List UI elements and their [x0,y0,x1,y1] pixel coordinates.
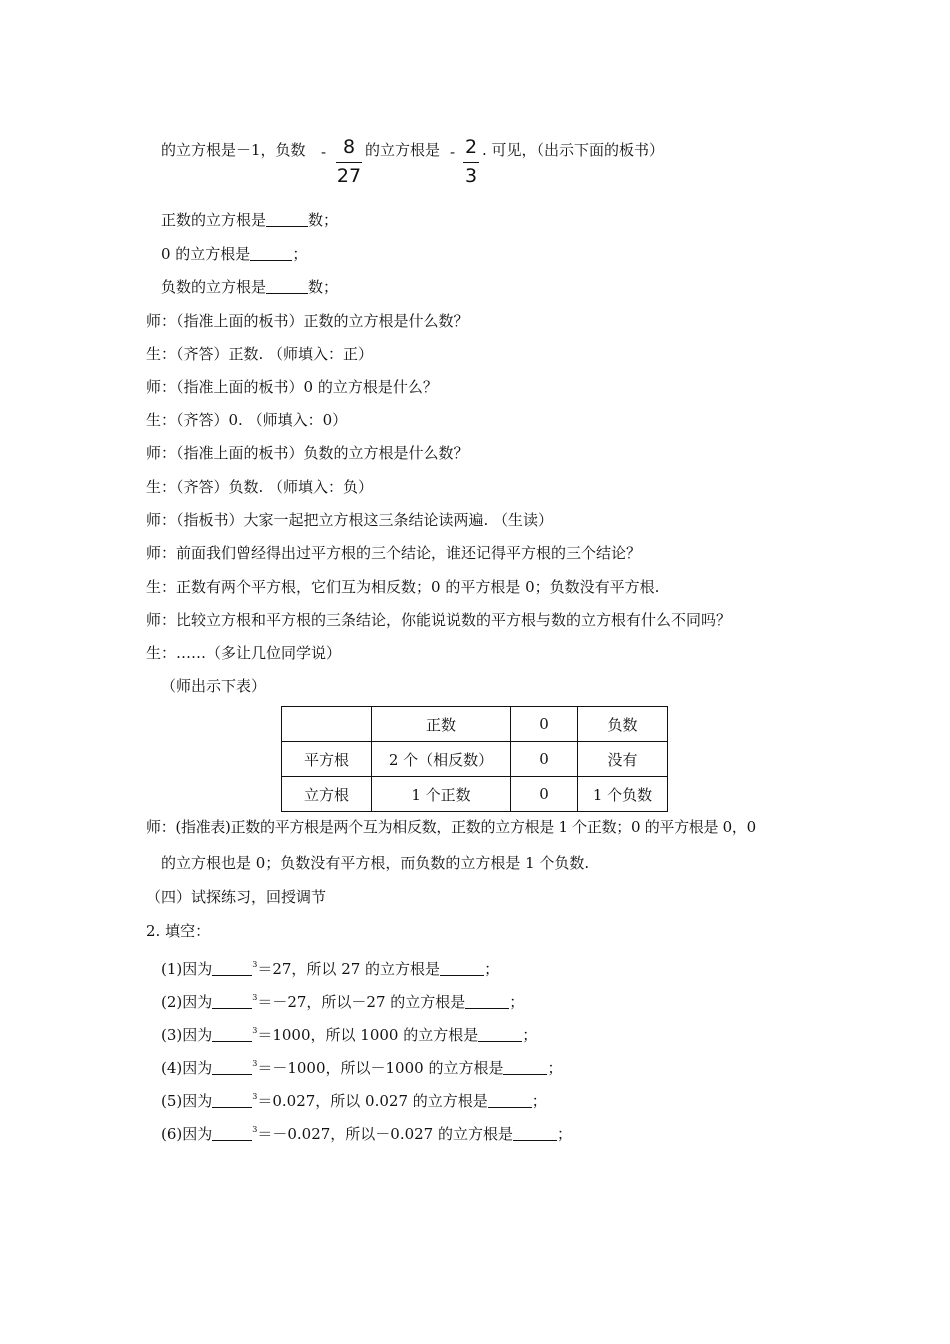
dialogue-line: 师：（指准上面的板书）正数的立方根是什么数？ [146,312,469,330]
exercise-end: ； [484,960,500,978]
exercise-text: ＝－1000，所以－1000 的立方根是 [257,1059,504,1077]
intro-text-b: 的立方根是 [365,141,441,159]
board-prefix: 负数的立方根是 [161,278,267,296]
dialogue-line: 生：（齐答）正数. （师填入：正） [146,345,374,363]
dialogue-line: 生：……（多让几位同学说） [146,644,342,662]
board-line [161,277,338,297]
board-suffix: 数； [308,211,339,229]
table-cell: 0 [511,777,578,812]
exercise-text: ＝27，所以 27 的立方根是 [257,960,441,978]
exercise-label: (2)因为 [161,993,213,1011]
fraction-bar [336,162,362,163]
exercise-item [161,955,499,979]
exercise-end: ； [531,1092,547,1110]
exercise-end: ； [547,1059,563,1077]
exercise-label: (3)因为 [161,1026,213,1044]
cube-exponent: 3 [252,1092,258,1101]
fraction-numerator: 8 [342,136,356,158]
exercise-label: (1)因为 [161,960,213,978]
fill-blank[interactable] [478,1027,522,1042]
table-cell: 0 [511,742,578,777]
board-suffix: 数； [308,278,339,296]
fill-blank[interactable] [212,1027,252,1042]
fill-blank[interactable] [465,994,509,1009]
exercise-item [161,1054,562,1078]
exercise-end: ； [522,1026,538,1044]
board-suffix: ； [292,245,308,263]
fill-blank[interactable] [266,279,308,294]
exercise-label: (6)因为 [161,1125,213,1143]
table-cell: 没有 [578,742,668,777]
exercise-label: (5)因为 [161,1092,213,1110]
table-cell: 0 [511,707,578,742]
exercise-title: 2. 填空： [146,922,211,940]
dialogue-line: 师：（指准上面的板书）0 的立方根是什么？ [146,378,438,396]
cube-exponent: 3 [252,1125,258,1134]
fill-blank[interactable] [212,1060,252,1075]
table-row [282,777,668,812]
board-line [161,244,307,264]
cube-exponent: 3 [252,960,258,969]
exercise-label: (4)因为 [161,1059,213,1077]
intro-text-a: 的立方根是－1，负数 [161,141,306,159]
summary-line: 师：(指准表)正数的平方根是两个互为相反数，正数的立方根是 1 个正数；0 的平方根是 0，0 [146,818,756,836]
dialogue-line: 师：前面我们曾经得出过平方根的三个结论，谁还记得平方根的三个结论？ [146,544,642,562]
table-intro: （师出示下表） [161,677,267,695]
exercise-item [161,1087,547,1111]
cube-exponent: 3 [252,1026,258,1035]
comparison-table [281,706,668,812]
table-row [282,742,668,777]
dialogue-line: 生：正数有两个平方根，它们互为相反数；0 的平方根是 0；负数没有平方根. [146,578,660,596]
minus-sign: - [321,143,327,161]
fraction-denominator: 3 [464,165,478,187]
section-heading: （四）试探练习，回授调节 [146,888,327,906]
fill-blank[interactable] [513,1126,557,1141]
fill-blank[interactable] [212,961,252,976]
exercise-text: ＝1000，所以 1000 的立方根是 [257,1026,479,1044]
table-cell [282,707,372,742]
board-line [161,210,338,230]
board-prefix: 正数的立方根是 [161,211,267,229]
fraction-bar [463,162,479,163]
fill-blank[interactable] [212,1126,252,1141]
table-header-row [282,707,668,742]
exercise-end: ； [509,993,525,1011]
dialogue-line: 生：（齐答）负数. （师填入：负） [146,478,374,496]
intro-text-c: . 可见，（出示下面的板书） [482,141,665,159]
board-prefix: 0 的立方根是 [161,245,251,263]
exercise-item [161,988,524,1012]
fill-blank[interactable] [212,1093,252,1108]
fill-blank[interactable] [250,246,292,261]
cube-exponent: 3 [252,1059,258,1068]
table-cell: 1 个负数 [578,777,668,812]
fraction-denominator: 27 [336,165,362,187]
dialogue-line: 师：（指板书）大家一起把立方根这三条结论读两遍. （生读） [146,511,554,529]
exercise-end: ； [557,1125,573,1143]
fill-blank[interactable] [503,1060,547,1075]
table-cell: 平方根 [282,742,372,777]
table-cell: 2 个（相反数） [372,742,511,777]
fill-blank[interactable] [440,961,484,976]
minus-sign: - [450,143,456,161]
table-cell: 正数 [372,707,511,742]
exercise-text: ＝0.027，所以 0.027 的立方根是 [257,1092,488,1110]
exercise-text: ＝－0.027，所以－0.027 的立方根是 [257,1125,513,1143]
fraction-numerator: 2 [464,136,478,158]
dialogue-line: 生：（齐答）0. （师填入：0） [146,411,348,429]
fill-blank[interactable] [266,212,308,227]
exercise-item [161,1021,537,1045]
cube-exponent: 3 [252,993,258,1002]
dialogue-line: 师：比较立方根和平方根的三条结论，你能说说数的平方根与数的立方根有什么不同吗？ [146,611,732,629]
fill-blank[interactable] [488,1093,532,1108]
dialogue-line: 师：（指准上面的板书）负数的立方根是什么数？ [146,444,469,462]
summary-line: 的立方根也是 0；负数没有平方根，而负数的立方根是 1 个负数. [161,854,590,872]
exercise-text: ＝－27，所以－27 的立方根是 [257,993,466,1011]
table-cell: 负数 [578,707,668,742]
exercise-item [161,1120,572,1144]
table-cell: 立方根 [282,777,372,812]
fill-blank[interactable] [212,994,252,1009]
table-cell: 1 个正数 [372,777,511,812]
